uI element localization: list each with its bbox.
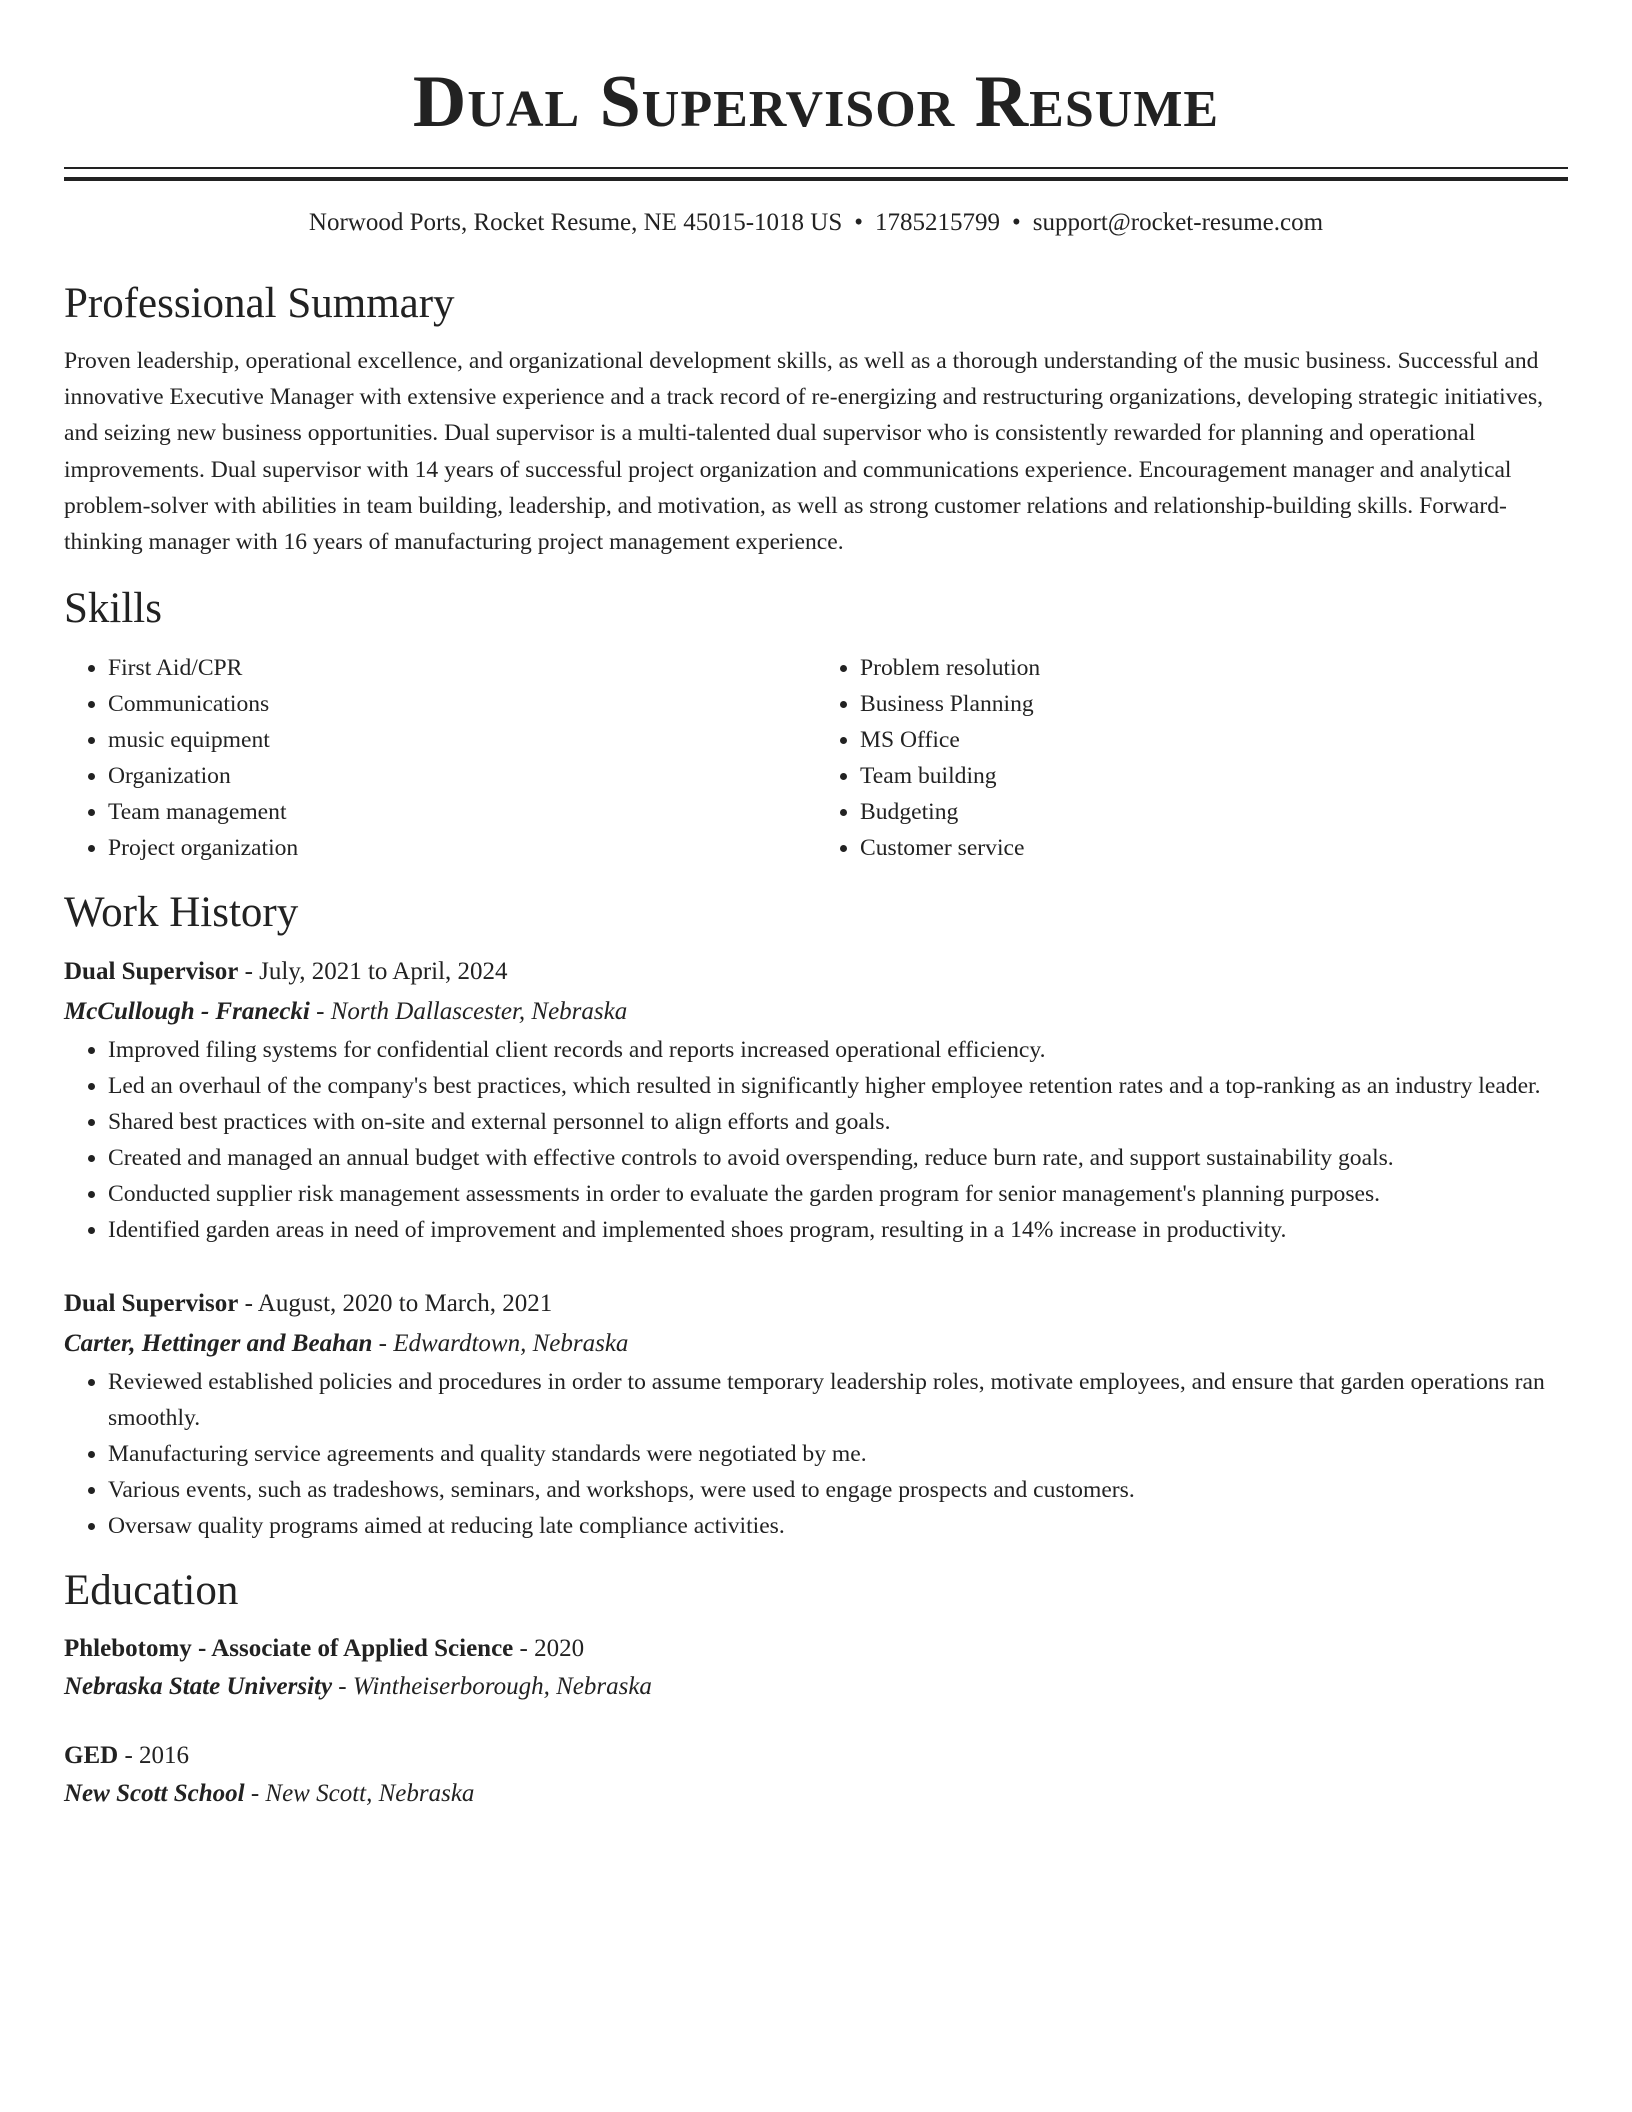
skills-column-right (816, 650, 1568, 866)
education-school-line: New Scott School - New Scott, Nebraska (64, 1780, 475, 1808)
education-heading: Education (64, 1567, 239, 1615)
contact-separator: • (1012, 209, 1021, 236)
contact-address: Norwood Ports, Rocket Resume, NE 45015-1018 US (308, 209, 843, 236)
skill-item: • Communications (108, 686, 816, 722)
skill-item: • Problem resolution (860, 650, 1568, 686)
job-location: Edwardtown, Nebraska (393, 1330, 629, 1358)
contact-separator: • (854, 209, 863, 236)
contact-phone: 1785215799 (875, 209, 1000, 236)
job-duty: • Created and managed an annual budget with effective controls to avoid overspending, reduce burn rate, and support sustainability goals. (108, 1140, 1568, 1176)
skill-item: • Team management (108, 794, 816, 830)
job-duties-list (64, 1364, 1568, 1544)
education-school: Nebraska State University (64, 1673, 333, 1701)
skills-heading: Skills (64, 585, 162, 633)
page-title: Dual Supervisor Resume (412, 61, 1220, 143)
contact-email: support@rocket-resume.com (1032, 209, 1324, 236)
job-dates: July, 2021 to April, 2024 (259, 958, 508, 986)
skill-item: • Team building (860, 758, 1568, 794)
job-duty: • Improved filing systems for confidential client records and reports increased operational efficiency. (108, 1032, 1568, 1068)
job-title-line: Dual Supervisor - August, 2020 to March, 2021 (64, 1290, 553, 1318)
education-entry (64, 1737, 1568, 1813)
skill-item: • Business Planning (860, 686, 1568, 722)
job-company: Carter, Hettinger and Beahan (64, 1330, 373, 1358)
work-history-heading: Work History (64, 889, 299, 937)
job-duty: • Conducted supplier risk management assessments in order to evaluate the garden program for senior management's planning purposes. (108, 1176, 1568, 1212)
education-degree-line: Phlebotomy - Associate of Applied Science - 2020 (64, 1635, 585, 1663)
job-duties-list (64, 1032, 1568, 1248)
skills-list (64, 650, 1568, 866)
job-duty: • Led an overhaul of the company's best practices, which resulted in significantly higher employee retention rates and a top-ranking as an industry leader. (108, 1068, 1568, 1104)
skill-item: • Organization (108, 758, 816, 794)
job-title: Dual Supervisor (64, 1290, 239, 1318)
skill-item: • Project organization (108, 830, 816, 866)
job-duty: • Identified garden areas in need of improvement and implemented shoes program, resulting in a 14% increase in productivity. (108, 1212, 1568, 1248)
skill-item: • First Aid/CPR (108, 650, 816, 686)
job-duty: • Various events, such as tradeshows, seminars, and workshops, were used to engage prospects and customers. (108, 1472, 1568, 1508)
education-degree: GED (64, 1742, 119, 1770)
job-duty: • Reviewed established policies and procedures in order to assume temporary leadership roles, motivate employees, and ensure that garden operations ran smoothly. (108, 1364, 1568, 1436)
job-duty: • Manufacturing service agreements and quality standards were negotiated by me. (108, 1436, 1568, 1472)
job-duty: • Oversaw quality programs aimed at reducing late compliance activities. (108, 1508, 1568, 1544)
education-year: 2016 (139, 1742, 190, 1770)
education-year: 2020 (534, 1635, 585, 1663)
education-entry (64, 1630, 1568, 1706)
skills-column-left (64, 650, 816, 866)
contact-info (64, 208, 1568, 238)
education-location: Wintheiserborough, Nebraska (352, 1673, 652, 1701)
summary-heading: Professional Summary (64, 280, 455, 327)
job-company-line: Carter, Hettinger and Beahan - Edwardtown, Nebraska (64, 1330, 629, 1358)
summary-text: Proven leadership, operational excellence, and organizational development skills, as well as a thorough understanding of the music business. Successful and innovative Executive Manager with extensive experience and a track record of re-energizing and restructuring organizations, developing strategic initiatives, and seizing new business opportunities. Dual supervisor is a multi-talented dual supervisor who is consistently rewarded for planning and operational improvements. Dual supervisor with 14 years of successful project organization and communications experience. Encouragement manager and analytical problem-solver with abilities in team building, leadership, and motivation, as well as strong customer relations and relationship-building skills. Forward-thinking manager with 16 years of manufacturing project management experience. (64, 348, 1544, 556)
job-entry (64, 952, 1568, 1248)
job-title-line: Dual Supervisor - July, 2021 to April, 2024 (64, 958, 508, 986)
job-location: North Dallascester, Nebraska (330, 998, 628, 1026)
skill-item: • Budgeting (860, 794, 1568, 830)
education-school-line: Nebraska State University - Wintheiserborough, Nebraska (64, 1673, 652, 1701)
education-location: New Scott, Nebraska (265, 1780, 475, 1808)
job-company-line: McCullough - Franecki - North Dallascester, Nebraska (64, 998, 628, 1026)
skill-item: • Customer service (860, 830, 1568, 866)
education-degree: Phlebotomy - Associate of Applied Science (64, 1635, 514, 1663)
skill-item: • music equipment (108, 722, 816, 758)
title-divider (64, 167, 1568, 181)
education-school: New Scott School (64, 1780, 245, 1808)
job-dates: August, 2020 to March, 2021 (257, 1290, 553, 1318)
job-company: McCullough - Franecki (64, 998, 310, 1026)
job-duty: • Shared best practices with on-site and external personnel to align efforts and goals. (108, 1104, 1568, 1140)
skill-item: • MS Office (860, 722, 1568, 758)
job-entry (64, 1284, 1568, 1544)
job-title: Dual Supervisor (64, 958, 239, 986)
education-degree-line: GED - 2016 (64, 1742, 190, 1770)
